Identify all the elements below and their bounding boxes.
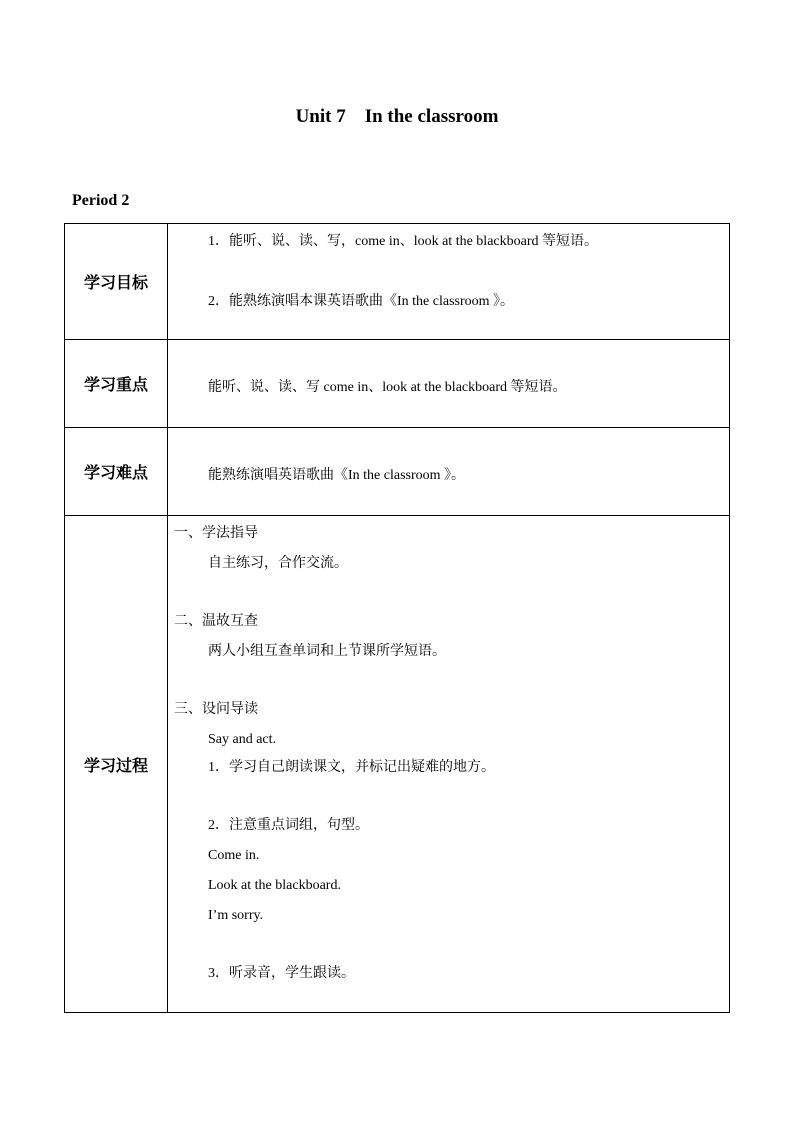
process-line: 自主练习，合作交流。 — [208, 556, 348, 571]
process-heading-2: 二、温故互查 — [174, 614, 258, 629]
row-label-difficulties: 学习难点 — [65, 428, 168, 516]
goal-line-2: 2．能熟练演唱本课英语歌曲《In the classroom 》。 — [208, 294, 515, 309]
lesson-plan-table — [64, 223, 730, 1013]
process-heading-1: 一、学法指导 — [174, 526, 258, 541]
process-line: 2．注意重点词组，句型。 — [208, 818, 369, 833]
key-points-text: 能听、说、读、写 come in、look at the blackboard 等短语。 — [208, 380, 567, 395]
process-line: Come in. — [208, 848, 260, 863]
table-row-goals — [65, 224, 730, 340]
row-content-difficulties — [168, 428, 730, 516]
row-label-process: 学习过程 — [65, 516, 168, 1013]
row-content-key-points — [168, 340, 730, 428]
document-title: Unit 7 In the classroom — [295, 106, 499, 127]
row-content-goals — [168, 224, 730, 340]
difficulties-text: 能熟练演唱英语歌曲《In the classroom 》。 — [208, 468, 466, 483]
row-label-goals: 学习目标 — [65, 224, 168, 340]
table-row-difficulties — [65, 428, 730, 516]
goal-line-1: 1．能听、说、读、写，come in、look at the blackboard 等短语。 — [208, 234, 598, 249]
row-label-key-points: 学习重点 — [65, 340, 168, 428]
table-row-key-points — [65, 340, 730, 428]
table-row-process — [65, 516, 730, 1013]
process-line: I’m sorry. — [208, 908, 264, 923]
period-label: Period 2 — [72, 192, 130, 209]
process-line: 3．听录音，学生跟读。 — [208, 966, 355, 981]
process-line: Say and act. — [208, 732, 277, 747]
process-heading-3: 三、设问导读 — [174, 702, 258, 717]
process-line: 1．学习自己朗读课文，并标记出疑难的地方。 — [208, 760, 495, 775]
process-line: 两人小组互查单词和上节课所学短语。 — [208, 644, 446, 659]
process-line: Look at the blackboard. — [208, 878, 341, 893]
row-content-process — [168, 516, 730, 1013]
